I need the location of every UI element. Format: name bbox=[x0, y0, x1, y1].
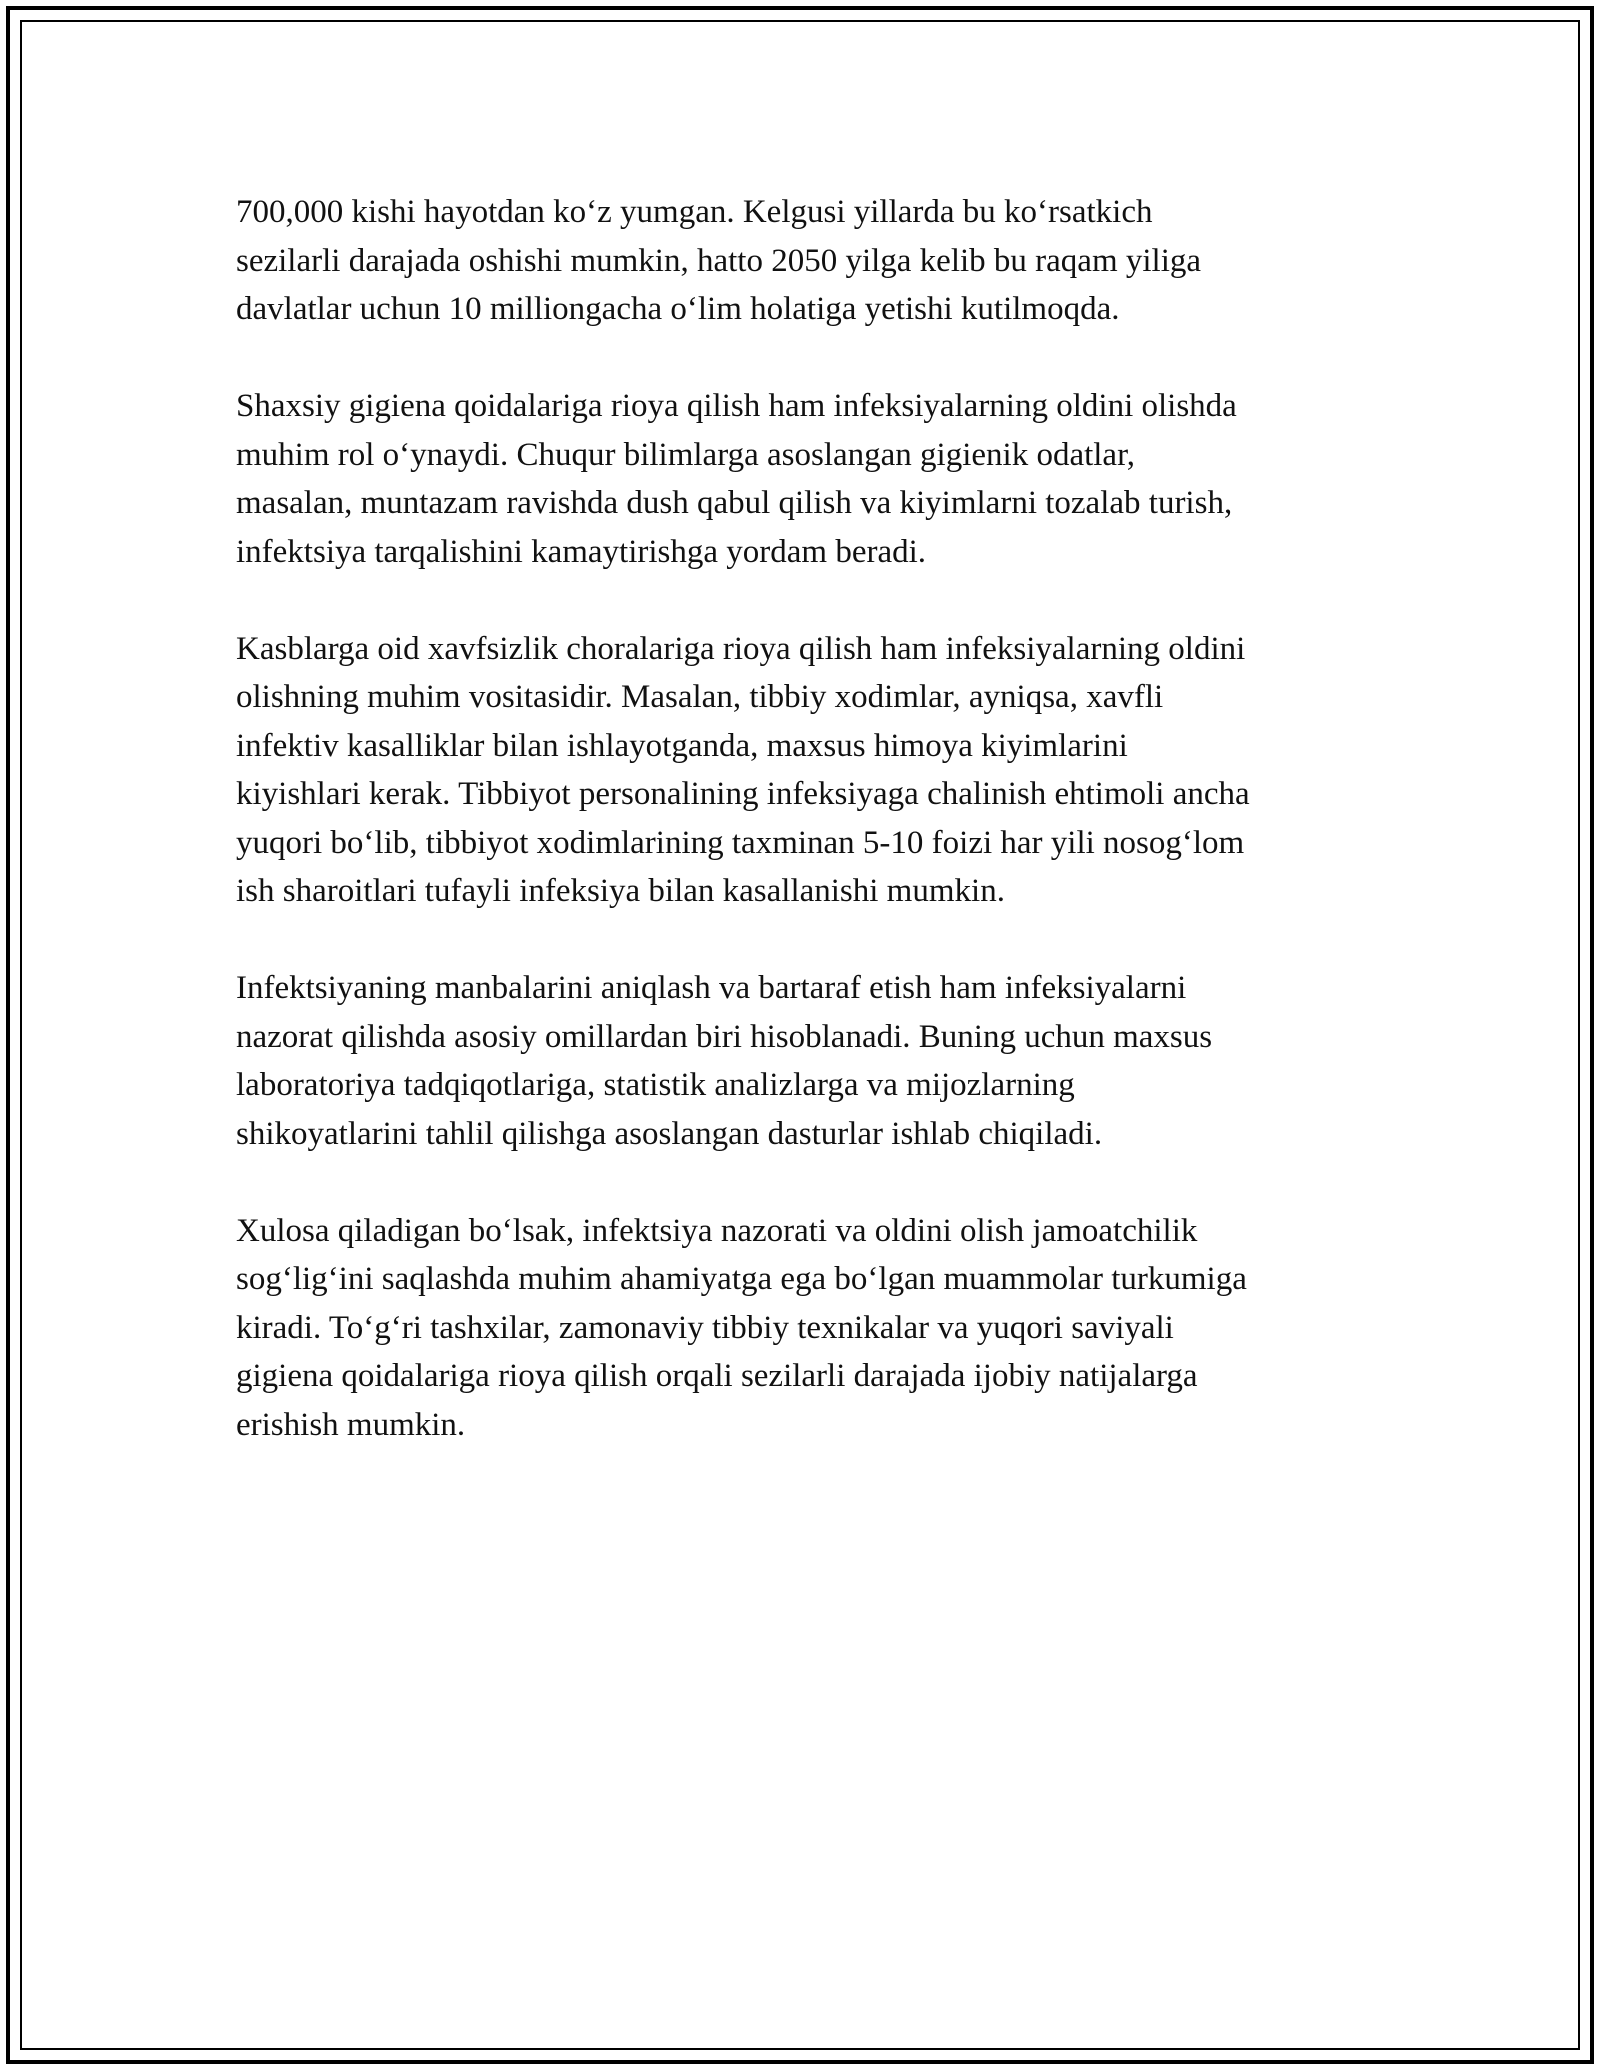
paragraph-4: Infektsiyaning manbalarini aniqlash va bartaraf etish ham infeksiyalarni nazorat qilishda asosiy omillardan biri hisoblanadi. Buning uchun maxsus laboratoriya tadqiqotlariga, statistik analizlarga va mijozlarning shikoyatlarini tahlil qilishga asoslangan dasturlar ishlab chiqiladi. bbox=[236, 970, 1213, 1152]
paragraph-2: Shaxsiy gigiena qoidalariga rioya qilish ham infeksiyalarning oldini olishda muhim rol o‘ynaydi. Chuqur bilimlarga asoslangan gigienik odatlar, masalan, muntazam ravishda dush qabul qilish va kiyimlarni tozalab turish, infektsiya tarqalishini kamaytirishga yordam beradi. bbox=[236, 388, 1237, 570]
document-body bbox=[236, 188, 1376, 1498]
paragraph-5: Xulosa qiladigan bo‘lsak, infektsiya nazorati va oldini olish jamoatchilik sog‘lig‘ini saqlashda muhim ahamiyatga ega bo‘lgan muammolar turkumiga kiradi. To‘g‘ri tashxilar, zamonaviy tibbiy texnikalar va yuqori saviyali gigiena qoidalariga rioya qilish orqali sezilarli darajada ijobiy natijalarga erishish mumkin. bbox=[236, 1212, 1247, 1443]
paragraph-3: Kasblarga oid xavfsizlik choralariga rioya qilish ham infeksiyalarning oldini olishning muhim vositasidir. Masalan, tibbiy xodimlar, ayniqsa, xavfli infektiv kasalliklar bilan ishlayotganda, maxsus himoya kiyimlarini kiyishlari kerak. Tibbiyot personalining infeksiyaga chalinish ehtimoli ancha yuqori bo‘lib, tibbiyot xodimlarining taxminan 5-10 foizi har yili nosog‘lom ish sharoitlari tufayli infeksiya bilan kasallanishi mumkin. bbox=[236, 630, 1250, 909]
paragraph-1: 700,000 kishi hayotdan ko‘z yumgan. Kelgusi yillarda bu ko‘rsatkich sezilarli darajada oshishi mumkin, hatto 2050 yilga kelib bu raqam yiliga davlatlar uchun 10 milliongacha o‘lim holatiga yetishi kutilmoqda. bbox=[236, 194, 1202, 327]
